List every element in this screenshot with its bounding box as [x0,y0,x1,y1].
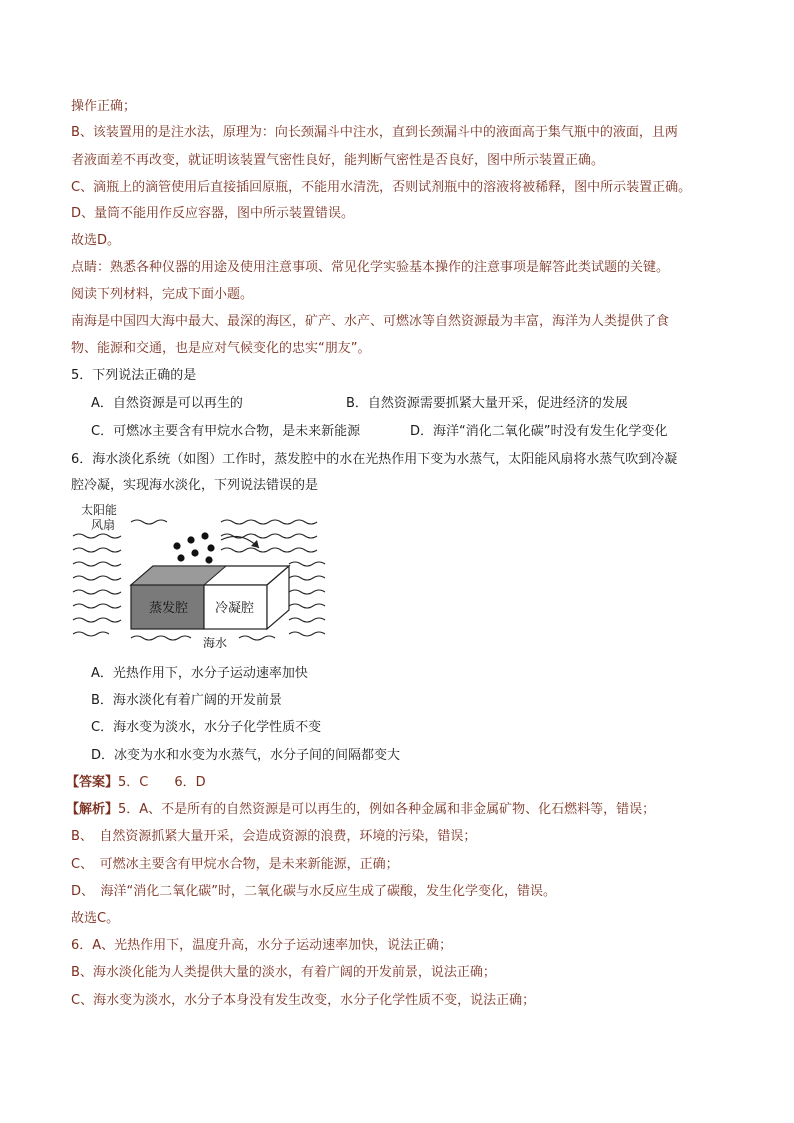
desalination-diagram [71,500,331,655]
question-6-stem: 6．海水淡化系统（如图）工作时，蒸发腔中的水在光热作用下变为水蒸气，太阳能风扇将水蒸气吹到冷凝 [71,452,678,467]
label-seawater: 海水 [203,636,228,650]
analysis-line: B、海水淡化能为人类提供大量的淡水，有着广阔的开发前景，说法正确； [71,965,496,980]
answer-text: 5．C 6．D [118,775,206,790]
material-line: 南海是中国四大海中最大、最深的海区，矿产、水产、可燃冰等自然资源最为丰富，海洋为人类提供了食 [71,314,670,329]
text-line: C、滴瓶上的滴管使用后直接插回原瓶，不能用水清洗，否则试剂瓶中的溶液将被稀释，图中所示装置正确。 [71,180,692,195]
material-line: 物、能源和交通，也是应对气候变化的忠实“朋友”。 [71,341,371,356]
text-line: 故选D。 [71,233,121,248]
analysis-tag: 【解析】 [66,802,119,817]
label-solar-fan: 太阳能 [81,503,118,517]
question-6-stem: 腔冷凝，实现海水淡化，下列说法错误的是 [71,478,319,493]
text-line: 者液面差不再改变，就证明该装置气密性良好，能判断气密性是否良好，图中所示装置正确。 [71,153,605,168]
label-condensation-chamber: 冷凝腔 [215,601,255,616]
analysis-line: 故选C。 [71,911,120,926]
question-5-option-b: B．自然资源需要抓紧大量开采，促进经济的发展 [346,396,628,411]
answer-tag: 【答案】 [66,775,119,790]
question-6-option-a: A．光热作用下，水分子运动速率加快 [91,666,308,681]
answer-line [66,774,206,792]
analysis-line: D、 海洋“消化二氧化碳”时，二氧化碳与水反应生成了碳酸，发生化学变化，错误。 [71,884,556,899]
instruction-line: 阅读下列材料，完成下面小题。 [71,287,254,302]
text-line: B、该装置用的是注水法，原理为：向长颈漏斗中注水，直到长颈漏斗中的液面高于集气瓶中的液面，且两 [71,125,678,140]
analysis-line: B、 自然资源抓紧大量开采，会造成资源的浪费，环境的污染，错误； [71,829,477,844]
question-6-option-b: B．海水淡化有着广阔的开发前景 [91,693,282,708]
question-5-option-c: C．可燃冰主要含有甲烷水合物，是未来新能源 [91,424,361,439]
tip-line: 点睛：熟悉各种仪器的用途及使用注意事项、常见化学实验基本操作的注意事项是解答此类试题的关键。 [71,260,670,275]
label-evaporation-chamber: 蒸发腔 [149,601,189,616]
analysis-line: C、海水变为淡水，水分子本身没有发生改变，水分子化学性质不变，说法正确； [71,993,536,1008]
question-6-option-c: C．海水变为淡水，水分子化学性质不变 [91,720,322,735]
question-5-option-d: D．海洋“消化二氧化碳”时没有发生化学变化 [410,424,668,439]
analysis-line [66,801,655,819]
text-line: 操作正确； [71,99,137,114]
label-solar-fan: 风扇 [91,518,116,532]
question-5-option-a: A．自然资源是可以再生的 [91,396,243,411]
question-5-stem: 5．下列说法正确的是 [71,368,197,383]
analysis-line: C、 可燃冰主要含有甲烷水合物，是未来新能源，正确； [71,857,399,872]
question-6-option-d: D．冰变为水和水变为水蒸气，水分子间的间隔都变大 [91,748,401,763]
text-line: D、量筒不能用作反应容器，图中所示装置错误。 [71,206,355,221]
analysis-text: 5．A、不是所有的自然资源是可以再生的，例如各种金属和非金属矿物、化石燃料等，错误； [118,802,656,817]
analysis-line: 6．A、光热作用下，温度升高，水分子运动速率加快，说法正确； [71,938,453,953]
